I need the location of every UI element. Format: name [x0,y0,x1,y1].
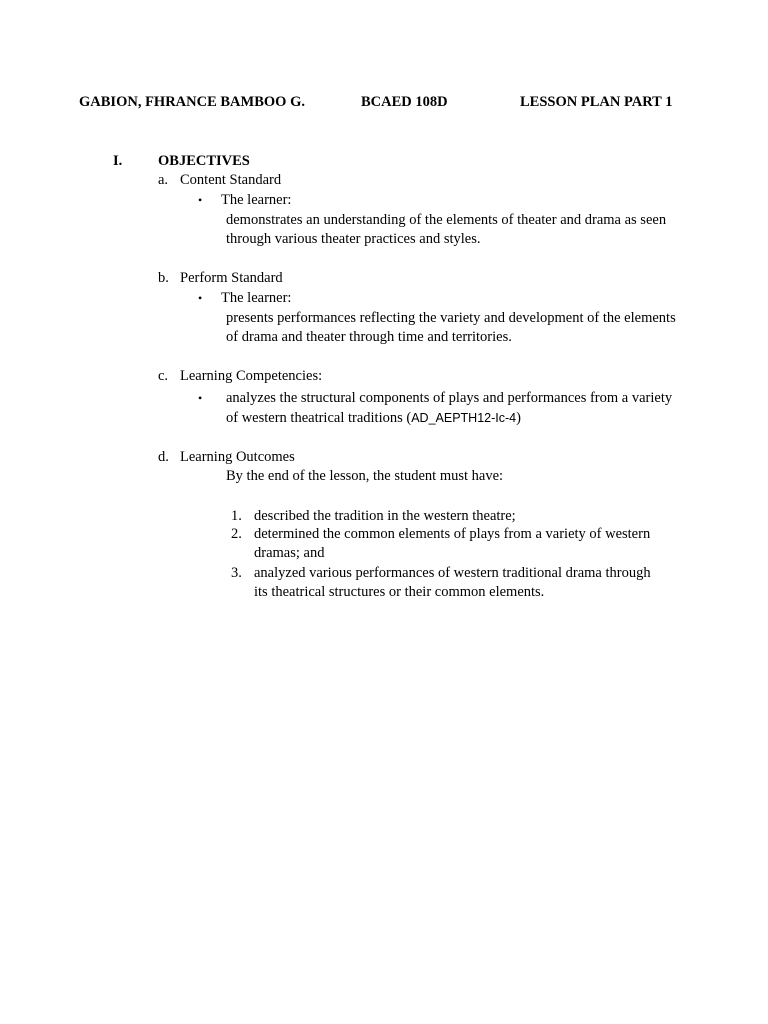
outcome-number: 2. [231,526,242,542]
perform-standard-line-2: of drama and theater through time and territories. [226,329,512,345]
competencies-line-1: analyzes the structural components of plays and performances from a variety [226,390,673,406]
content-standard-marker: a. [158,172,169,188]
competencies-marker: c. [158,368,169,384]
perform-standard-line-1: presents performances reflecting the variety and development of the elements [226,310,676,326]
content-standard-bullet-text: The learner: [221,192,292,208]
competency-code: AD_AEPTH12-Ic-4 [411,411,517,425]
perform-standard-label: Perform Standard [180,270,283,286]
competencies-line-2-close: ) [516,410,521,426]
content-standard-line-2: through various theater practices and styles. [226,231,481,247]
outcomes-label: Learning Outcomes [180,449,295,465]
content-standard-label: Content Standard [180,172,282,188]
competencies-line-2-text: of western theatrical traditions ( [226,410,412,426]
perform-standard-bullet-text: The learner: [221,290,292,306]
outcome-number: 1. [231,508,242,524]
document-title: LESSON PLAN PART 1 [520,94,673,110]
outcome-1-line-1: described the tradition in the western theatre; [254,508,516,524]
perform-standard-marker: b. [158,270,169,286]
outcome-2-line-1: determined the common elements of plays from a variety of western [254,526,651,542]
outcome-number: 3. [231,565,242,581]
competencies-line-2 [226,409,521,428]
outcome-3-line-1: analyzed various performances of western traditional drama through [254,565,651,581]
outcome-2-line-2: dramas; and [254,545,325,561]
outcomes-marker: d. [158,449,169,465]
competencies-bullet: • [198,391,203,405]
section-numeral: I. [113,153,123,169]
competencies-label: Learning Competencies: [180,368,323,384]
section-heading: OBJECTIVES [158,153,250,169]
content-standard-line-1: demonstrates an understanding of the elements of theater and drama as seen [226,212,667,228]
content-standard-bullet: • [198,193,203,207]
outcome-3-line-2: its theatrical structures or their common elements. [254,584,545,600]
course-code: BCAED 108D [361,94,448,110]
student-name: GABION, FHRANCE BAMBOO G. [79,94,305,110]
perform-standard-bullet: • [198,291,203,305]
outcomes-intro: By the end of the lesson, the student must have: [226,468,504,484]
